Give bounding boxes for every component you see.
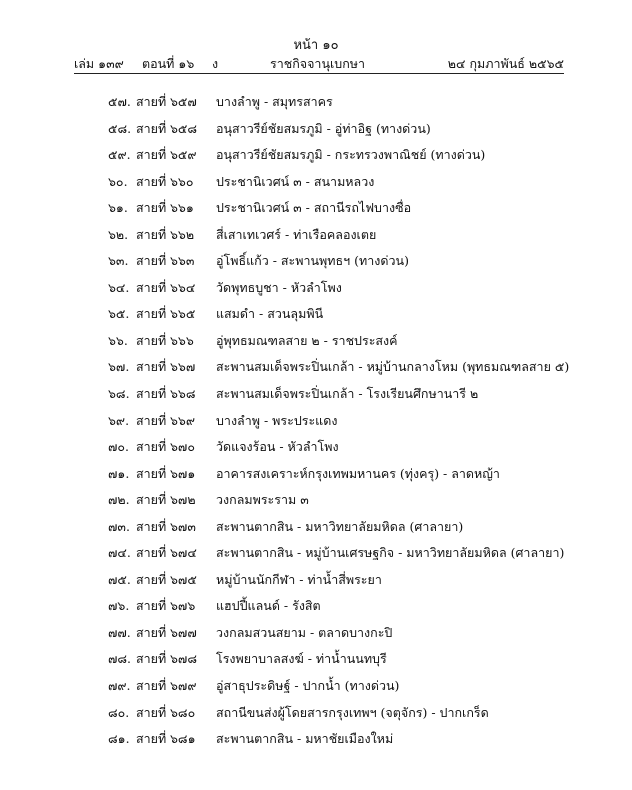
header-divider — [74, 73, 564, 74]
route-label: สายที่ — [136, 624, 167, 640]
list-item — [0, 248, 632, 275]
route-description: แสมดำ - สวนลุมพินี — [216, 306, 324, 322]
list-item — [0, 726, 632, 753]
route-label: สายที่ — [136, 731, 167, 747]
route-code: ๖๖๖ — [170, 332, 194, 348]
route-code: ๖๖๘ — [170, 386, 196, 402]
route-description: วงกลมสวนสยาม - ตลาดบางกะปิ — [216, 624, 393, 640]
list-item — [0, 620, 632, 647]
entry-number: ๖๒. — [108, 226, 129, 242]
route-label: สายที่ — [136, 386, 167, 402]
route-code: ๖๖๙ — [170, 412, 196, 428]
route-description: แฮปปี้แลนด์ - รังสิต — [216, 598, 321, 614]
entry-number: ๗๖. — [108, 598, 130, 614]
list-item — [0, 381, 632, 408]
route-code: ๖๕๙ — [170, 147, 197, 163]
entry-number: ๕๘. — [108, 120, 132, 136]
route-description: บางลำพู - พระประแดง — [216, 412, 338, 428]
list-item — [0, 142, 632, 169]
route-description: โรงพยาบาลสงฆ์ - ท่าน้ำนนทบุรี — [216, 651, 387, 667]
list-item — [0, 169, 632, 196]
route-code: ๖๕๗ — [170, 94, 197, 109]
route-code: ๖๗๖ — [170, 598, 196, 614]
list-item — [0, 328, 632, 355]
entry-number: ๕๙. — [108, 147, 131, 163]
route-description: วงกลมพระราม ๓ — [216, 492, 309, 508]
route-label: สายที่ — [136, 147, 167, 163]
list-item — [0, 222, 632, 249]
list-item — [0, 434, 632, 461]
list-item — [0, 408, 632, 435]
entry-number: ๘๑. — [108, 731, 130, 747]
list-item — [0, 646, 632, 673]
route-label: สายที่ — [136, 439, 167, 455]
route-code: ๖๖๔ — [170, 279, 196, 295]
route-code: ๖๗๓ — [170, 518, 196, 534]
route-label: สายที่ — [136, 253, 167, 269]
route-label: สายที่ — [136, 120, 167, 136]
entry-number: ๖๙. — [108, 412, 130, 428]
entry-number: ๗๔. — [108, 545, 131, 561]
publication-date: ๒๔ กุมภาพันธ์ ๒๕๖๕ — [447, 56, 564, 71]
route-code: ๖๗๑ — [170, 465, 196, 481]
entry-number: ๖๕. — [108, 306, 130, 322]
route-code: ๖๕๘ — [170, 120, 198, 136]
route-label: สายที่ — [136, 332, 167, 348]
entry-number: ๗๘. — [108, 651, 132, 667]
route-label: สายที่ — [136, 279, 167, 295]
route-description: อู่พุทธมณฑลสาย ๒ - ราชประสงค์ — [216, 332, 398, 348]
route-label: สายที่ — [136, 306, 167, 322]
gazette-header — [74, 54, 564, 72]
entry-number: ๗๓. — [108, 518, 130, 534]
route-description: วัดแจงร้อน - หัวลำโพง — [216, 439, 339, 455]
route-code: ๖๖๑ — [170, 200, 194, 216]
part-label: ง — [212, 56, 219, 71]
entry-number: ๖๓. — [108, 253, 129, 269]
route-code: ๖๖๗ — [170, 359, 196, 375]
gazette-title: ราชกิจจานุเบกษา — [270, 56, 366, 71]
route-description: สี่เสาเทเวศร์ - ท่าเรือคลองเตย — [216, 226, 377, 242]
entry-number: ๕๗. — [108, 94, 131, 109]
entry-number: ๗๗. — [108, 624, 131, 640]
entry-number: ๗๑. — [108, 465, 130, 481]
route-code: ๖๘๐ — [170, 704, 196, 720]
route-label: สายที่ — [136, 518, 167, 534]
entry-number: ๖๗. — [108, 359, 130, 375]
route-description: สะพานตากสิน - หมู่บ้านเศรษฐกิจ - มหาวิทยาลัยมหิดล (ศาลายา) — [216, 545, 565, 561]
entry-number: ๗๐. — [108, 439, 130, 455]
route-code: ๖๗๗ — [170, 624, 197, 640]
list-item — [0, 514, 632, 541]
page-number: หน้า ๑๐ — [293, 38, 339, 53]
route-code: ๖๖๓ — [170, 253, 195, 269]
section-label: ตอนที่ ๑๖ — [142, 56, 195, 71]
route-description: อาคารสงเคราะห์กรุงเทพมหานคร (ทุ่งครุ) - ลาดหญ้า — [216, 465, 500, 481]
route-description: ประชานิเวศน์ ๓ - สนามหลวง — [216, 173, 375, 189]
list-item — [0, 461, 632, 488]
list-item — [0, 593, 632, 620]
list-item — [0, 195, 632, 222]
volume-label: เล่ม ๑๓๙ — [74, 56, 124, 71]
entry-number: ๘๐. — [108, 704, 130, 720]
list-item — [0, 275, 632, 302]
route-description: สถานีขนส่งผู้โดยสารกรุงเทพฯ (จตุจักร) - ปากเกร็ด — [216, 704, 489, 720]
list-item — [0, 487, 632, 514]
entry-number: ๗๒. — [108, 492, 130, 508]
route-description: อนุสาวรีย์ชัยสมรภูมิ - อู่ท่าอิฐ (ทางด่วน) — [216, 120, 431, 136]
list-item — [0, 673, 632, 700]
list-item — [0, 567, 632, 594]
route-label: สายที่ — [136, 94, 167, 109]
entry-number: ๗๙. — [108, 678, 131, 694]
route-label: สายที่ — [136, 545, 167, 561]
route-code: ๖๗๒ — [170, 492, 196, 508]
route-description: อู่โพธิ์แก้ว - สะพานพุทธฯ (ทางด่วน) — [216, 253, 409, 269]
route-description: สะพานสมเด็จพระปิ่นเกล้า - โรงเรียนศึกษานารี ๒ — [216, 386, 479, 402]
route-code: ๖๗๕ — [170, 571, 197, 587]
route-description: อู่สาธุประดิษฐ์ - ปากน้ำ (ทางด่วน) — [216, 678, 400, 694]
route-description: หมู่บ้านนักกีฬา - ท่าน้ำสี่พระยา — [216, 571, 382, 587]
route-code: ๖๗๘ — [170, 651, 197, 667]
route-description: สะพานสมเด็จพระปิ่นเกล้า - หมู่บ้านกลางโหม (พุทธมณฑลสาย ๕) — [216, 359, 570, 375]
route-label: สายที่ — [136, 465, 167, 481]
route-description: อนุสาวรีย์ชัยสมรภูมิ - กระทรวงพาณิชย์ (ทางด่วน) — [216, 147, 486, 163]
route-code: ๖๗๔ — [170, 545, 197, 561]
route-label: สายที่ — [136, 704, 167, 720]
list-item — [0, 700, 632, 727]
route-label: สายที่ — [136, 651, 167, 667]
route-code: ๖๘๑ — [170, 731, 196, 747]
list-item — [0, 301, 632, 328]
entry-number: ๖๑. — [108, 200, 128, 216]
route-label: สายที่ — [136, 226, 167, 242]
route-label: สายที่ — [136, 359, 167, 375]
route-code: ๖๗๐ — [170, 439, 195, 455]
route-code: ๖๖๐ — [170, 173, 194, 189]
route-description: วัดพุทธบูชา - หัวลำโพง — [216, 279, 342, 295]
route-description: บางลำพู - สมุทรสาคร — [216, 94, 333, 109]
list-item — [0, 540, 632, 567]
entry-number: ๖๘. — [108, 386, 130, 402]
route-code: ๖๗๙ — [170, 678, 197, 694]
entry-number: ๗๕. — [108, 571, 131, 587]
route-description: สะพานตากสิน - มหาวิทยาลัยมหิดล (ศาลายา) — [216, 518, 464, 534]
route-label: สายที่ — [136, 598, 167, 614]
route-description: สะพานตากสิน - มหาชัยเมืองใหม่ — [216, 731, 394, 747]
route-label: สายที่ — [136, 678, 167, 694]
list-item — [0, 89, 632, 116]
entry-number: ๖๔. — [108, 279, 130, 295]
list-item — [0, 354, 632, 381]
route-description: ประชานิเวศน์ ๓ - สถานีรถไฟบางซื่อ — [216, 200, 412, 216]
entry-number: ๖๐. — [108, 173, 128, 189]
route-label: สายที่ — [136, 571, 167, 587]
route-code: ๖๖๒ — [170, 226, 195, 242]
route-label: สายที่ — [136, 173, 167, 189]
entry-number: ๖๖. — [108, 332, 128, 348]
route-code: ๖๖๕ — [170, 306, 196, 322]
route-label: สายที่ — [136, 412, 167, 428]
list-item — [0, 116, 632, 143]
route-list — [0, 89, 632, 753]
route-label: สายที่ — [136, 200, 167, 216]
route-label: สายที่ — [136, 492, 167, 508]
